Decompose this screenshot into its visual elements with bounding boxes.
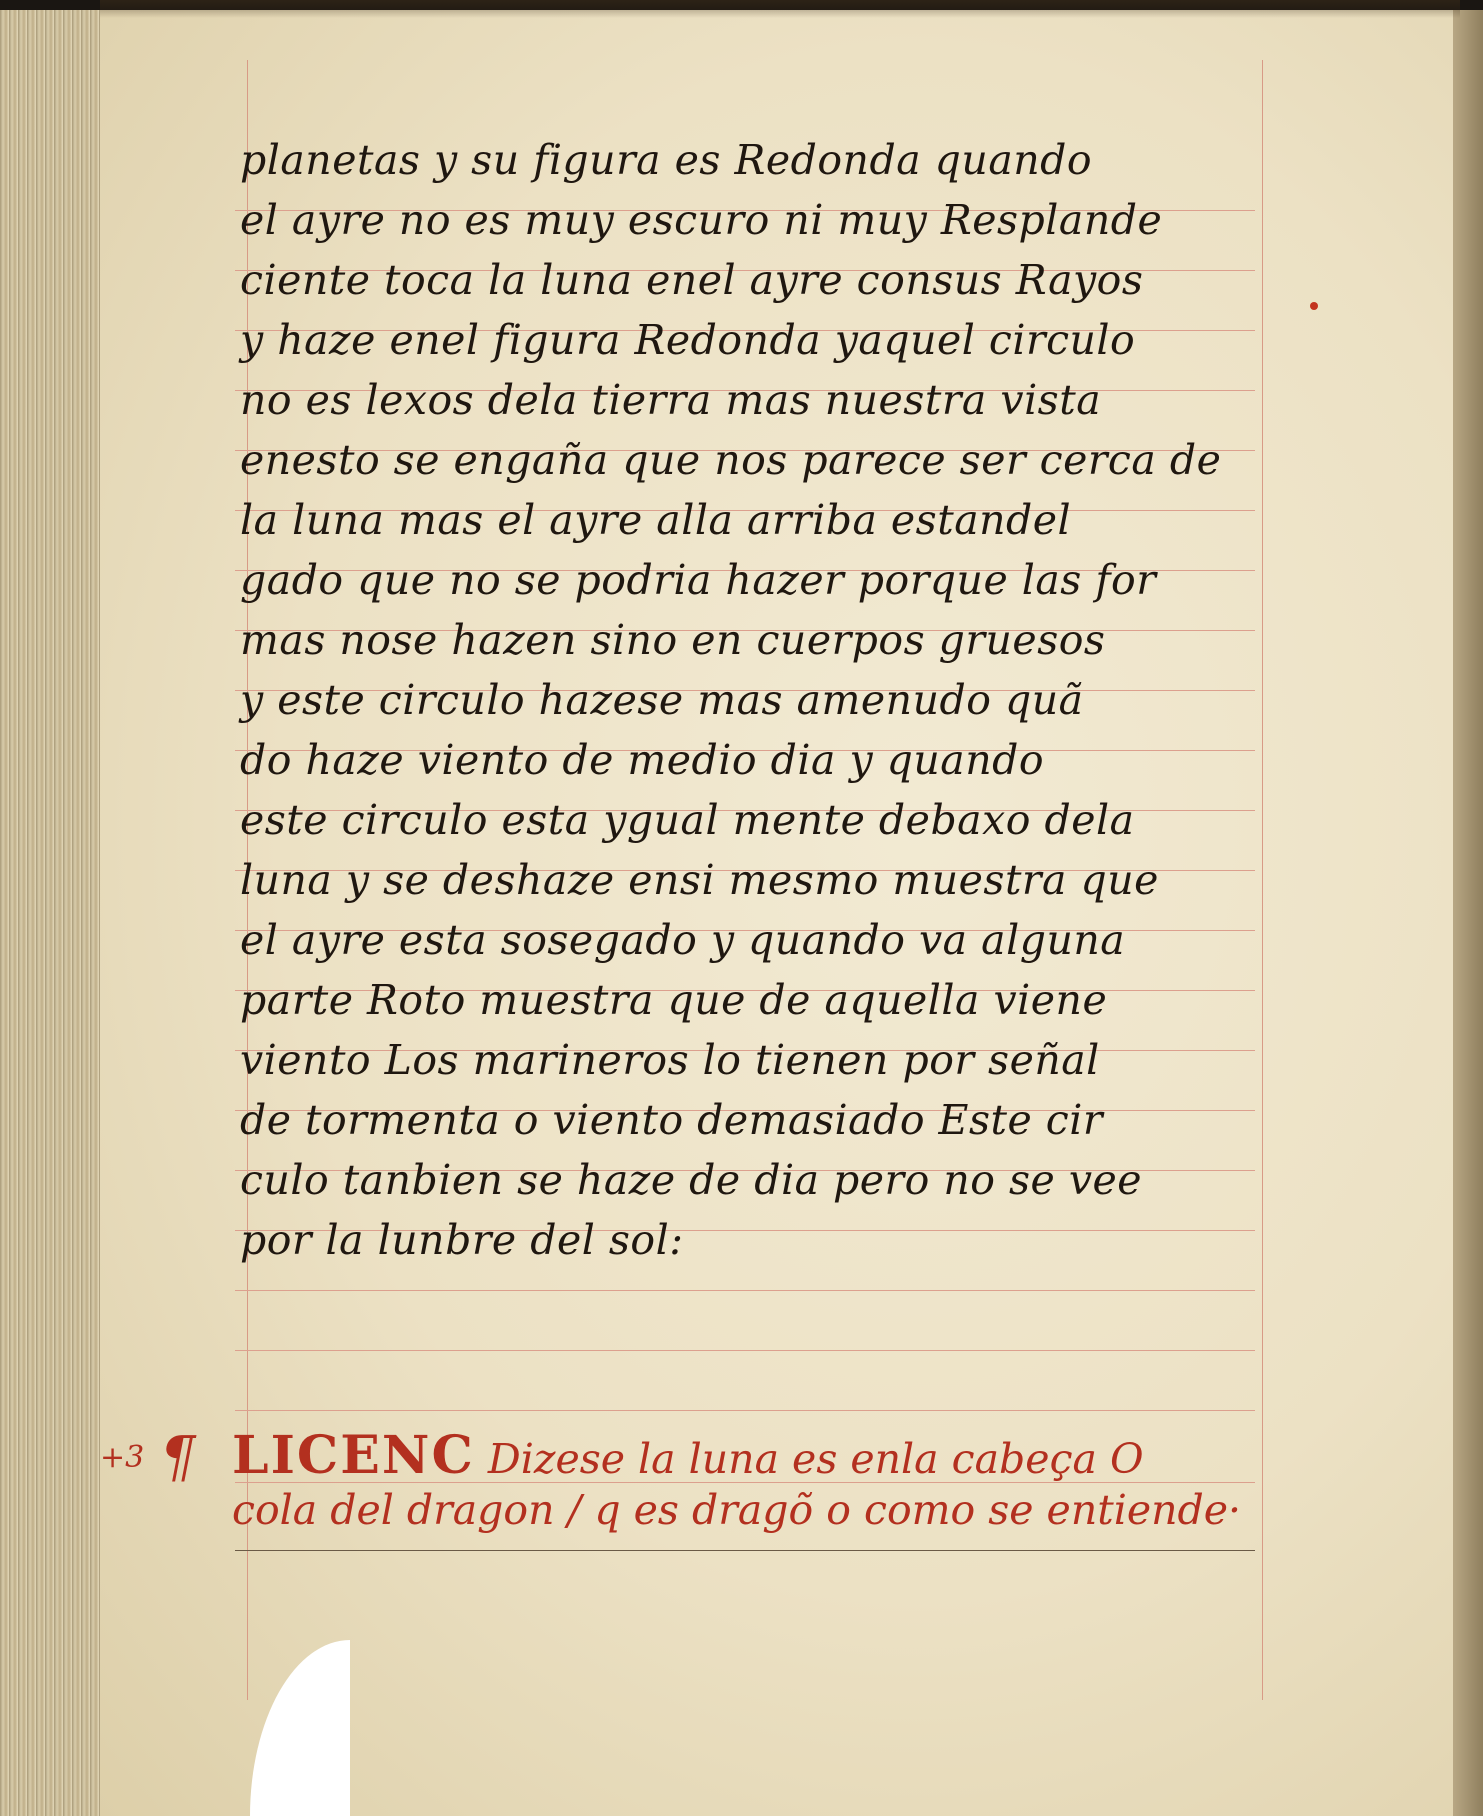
text-line: y haze enel figura Redonda yaquel circulo [240, 316, 1136, 364]
text-line: este circulo esta ygual mente debaxo dela [240, 796, 1135, 844]
text-line: luna y se deshaze ensi mesmo muestra que [240, 856, 1159, 904]
rubric-heading: LICENC [232, 1425, 475, 1486]
main-text [240, 130, 1280, 1270]
text-line: enesto se engaña que nos parece ser cerca de [240, 436, 1222, 484]
text-line: culo tanbien se haze de dia pero no se vee [240, 1156, 1143, 1204]
pilcrow-mark: ¶ [160, 1425, 196, 1490]
rubric-line-2: cola del dragon / q es dragõ o como se entiende· [232, 1486, 1242, 1534]
text-line: de tormenta o viento demasiado Este cir [240, 1096, 1103, 1144]
red-punctuation-dot [1310, 302, 1318, 310]
rubric-line-1: Dizese la luna es enla cabeça O [487, 1435, 1144, 1483]
top-shadow [100, 0, 1460, 18]
text-line: do haze viento de medio dia y quando [240, 736, 1045, 784]
text-line: el ayre no es muy escuro ni muy Resplande [240, 196, 1163, 244]
text-line: el ayre esta sosegado y quando va alguna [240, 916, 1126, 964]
text-line: planetas y su figura es Redonda quando [240, 136, 1093, 184]
text-line: la luna mas el ayre alla arriba estandel [240, 496, 1072, 544]
rubric-heading-line [232, 1425, 1144, 1486]
binding-edge [1453, 10, 1483, 1816]
text-line: por la lunbre del sol: [240, 1216, 684, 1264]
text-line: ciente toca la luna enel ayre consus Rayos [240, 256, 1144, 304]
text-line: viento Los marineros lo tienen por señal [240, 1036, 1100, 1084]
text-line: gado que no se podria hazer porque las for [240, 556, 1157, 604]
text-line: parte Roto muestra que de aquella viene [240, 976, 1108, 1024]
text-line: y este circulo hazese mas amenudo quã [240, 676, 1084, 724]
text-line: no es lexos dela tierra mas nuestra vista [240, 376, 1102, 424]
page-edges [0, 10, 110, 1816]
text-line: mas nose hazen sino en cuerpos gruesos [240, 616, 1106, 664]
margin-note-number: +3 [100, 1440, 145, 1475]
